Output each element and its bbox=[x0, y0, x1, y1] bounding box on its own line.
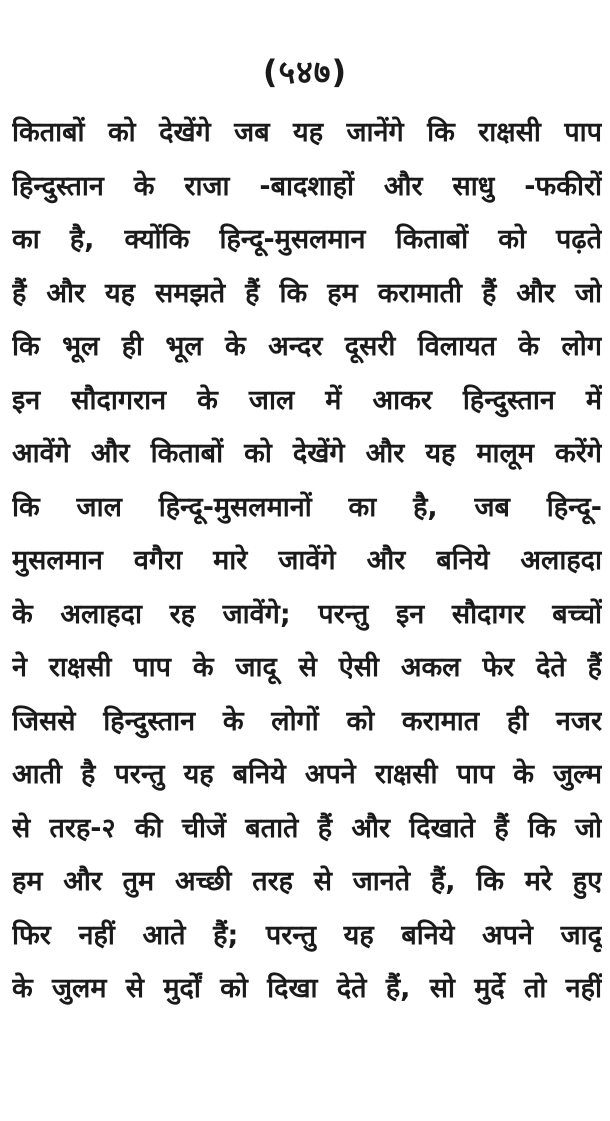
text-line: किताबों को देखेंगे जब यह जानेंगे कि राक्षसी पाप bbox=[12, 117, 602, 148]
text-line: का है, क्योंकि हिन्दू-मुसलमान किताबों को पढ़ते bbox=[12, 224, 602, 255]
text-line: के अलाहदा रह जावेंगे; परन्तु इन सौदागर बच्चों bbox=[12, 598, 602, 630]
text-line: कि जाल हिन्दू-मुसलमानों का है, जब हिन्दू- bbox=[12, 491, 602, 523]
text-line: आती है परन्तु यह बनिये अपने राक्षसी पाप के जुल्म bbox=[12, 759, 602, 790]
text-line: हम और तुम अच्छी तरह से जानते हैं, कि मरे हुए bbox=[12, 866, 602, 897]
text-line: मुसलमान वगैरा मारे जावेंगे और बनिये अलाहदा bbox=[12, 545, 602, 576]
text-line: के जुलम से मुर्दों को दिखा देते हैं, सो मुर्दे तो नहीं bbox=[12, 973, 602, 1004]
text-line: जिससे हिन्दुस्तान के लोगों को करामात ही नजर bbox=[12, 705, 602, 737]
text-line: हिन्दुस्तान के राजा -बादशाहों और साधु -फकीरों bbox=[12, 170, 602, 202]
text-line: कि भूल ही भूल के अन्दर दूसरी विलायत के लोग bbox=[12, 331, 602, 362]
page-number: (५४७) bbox=[262, 53, 348, 91]
text-line: आवेंगे और किताबों को देखेंगे और यह मालूम करेंगे bbox=[12, 438, 602, 469]
text-line: ने राक्षसी पाप के जादू से ऐसी अकल फेर देते हैं bbox=[12, 652, 602, 683]
text-line: इन सौदागरान के जाल में आकर हिन्दुस्तान में bbox=[12, 384, 602, 416]
text-line: हैं और यह समझते हैं कि हम करामाती हैं और जो bbox=[12, 277, 602, 309]
text-line: फिर नहीं आते हैं; परन्तु यह बनिये अपने जादू bbox=[12, 919, 602, 951]
body-text bbox=[12, 106, 602, 1016]
text-line: से तरह-२ की चीजें बताते हैं और दिखाते हैं कि जो bbox=[12, 812, 602, 844]
